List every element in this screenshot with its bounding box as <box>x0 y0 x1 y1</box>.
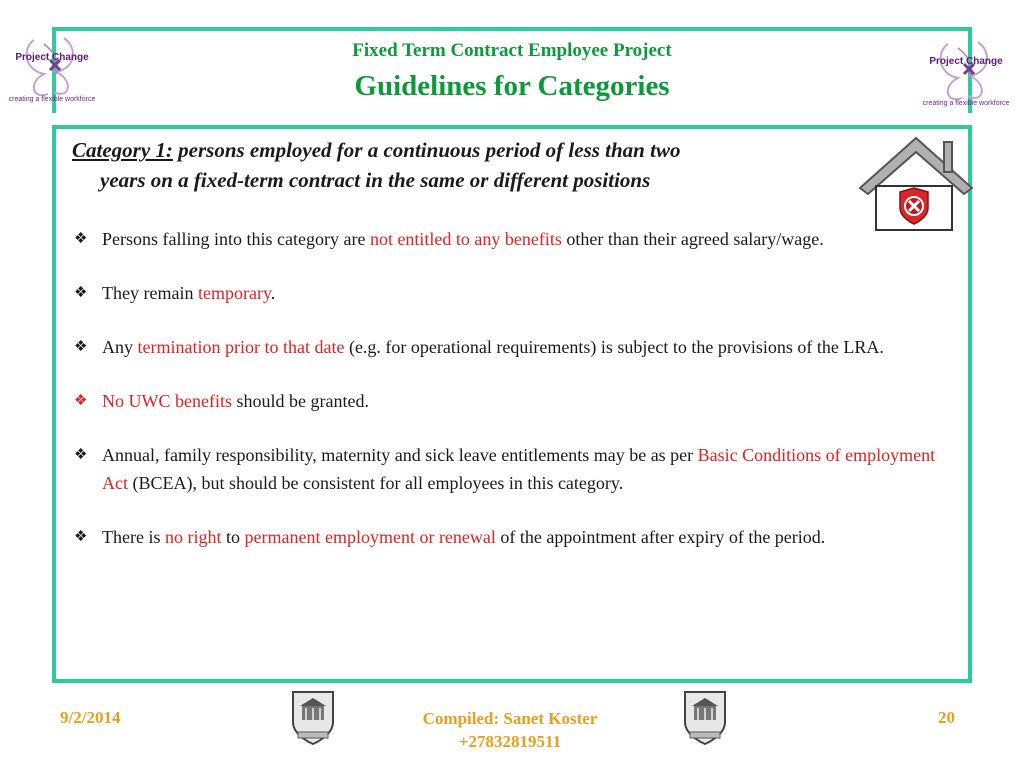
bullet-item <box>72 279 952 307</box>
bullet-item <box>72 333 952 361</box>
logo-name: Project Change <box>929 56 1003 67</box>
highlighted-text: Basic Conditions of employment Act <box>102 445 936 493</box>
bullet-text: They remain <box>102 283 198 303</box>
diamond-bullet-icon: ❖ <box>74 393 88 409</box>
university-crest-icon <box>680 688 730 748</box>
bullet-text: (BCEA), but should be consistent for all employees in this category. <box>128 473 624 493</box>
diamond-bullet-icon: ❖ <box>74 339 88 355</box>
footer-compiled: Compiled: Sanet Koster <box>422 709 598 728</box>
university-crest-icon <box>288 688 338 748</box>
footer-date: 9/2/2014 <box>60 708 121 727</box>
slide-title: Fixed Term Contract Employee Project <box>352 40 672 61</box>
highlighted-text: permanent employment or renewal <box>244 527 496 547</box>
project-change-logo-right <box>918 34 1014 118</box>
category-text-2: years on a fixed-term contract in the same or different positions <box>100 168 651 192</box>
category-text-1: persons employed for a continuous period of less than two <box>178 138 681 162</box>
bullet-item <box>72 387 952 415</box>
bullet-item <box>72 441 952 497</box>
diamond-bullet-icon: ❖ <box>74 285 88 301</box>
bullet-list <box>72 225 952 577</box>
slide-subtitle: Guidelines for Categories <box>354 70 670 102</box>
category-label: Category 1: <box>72 138 173 162</box>
logo-tagline: creating a flexible workforce <box>8 96 96 103</box>
bullet-item <box>72 523 952 551</box>
diamond-bullet-icon: ❖ <box>74 231 88 247</box>
category-heading <box>72 135 912 195</box>
bullet-text: Persons falling into this category are <box>102 229 370 249</box>
highlighted-text: no right <box>164 527 222 547</box>
bullet-text: other than their agreed salary/wage. <box>561 229 824 249</box>
diamond-bullet-icon: ❖ <box>74 529 88 545</box>
category-line-1 <box>72 135 912 165</box>
bullet-text: There is <box>102 527 165 547</box>
bullet-text: Annual, family responsibility, maternity and sick leave entitlements may be as per <box>102 445 698 465</box>
bullet-text: (e.g. for operational requirements) is subject to the provisions of the LRA. <box>344 337 884 357</box>
bullet-item <box>72 225 952 253</box>
bullet-text: . <box>270 283 276 303</box>
highlighted-text: No UWC benefits <box>102 391 232 411</box>
bullet-text: to <box>221 527 245 547</box>
bullet-text: should be granted. <box>231 391 369 411</box>
house-with-shield-x-icon <box>856 132 976 236</box>
footer-credits <box>370 707 650 753</box>
logo-name: Project Change <box>15 52 89 63</box>
bullet-text: of the appointment after expiry of the period. <box>495 527 826 547</box>
highlighted-text: termination prior to that date <box>137 337 345 357</box>
highlighted-text: not entitled to any benefits <box>369 229 562 249</box>
diamond-bullet-icon: ❖ <box>74 447 88 463</box>
page-number: 20 <box>938 708 955 727</box>
footer-phone: +27832819511 <box>458 732 562 751</box>
logo-tagline: creating a flexible workforce <box>922 100 1010 107</box>
highlighted-text: temporary <box>197 283 271 303</box>
project-change-logo-left <box>4 30 100 114</box>
bullet-text: Any <box>102 337 138 357</box>
